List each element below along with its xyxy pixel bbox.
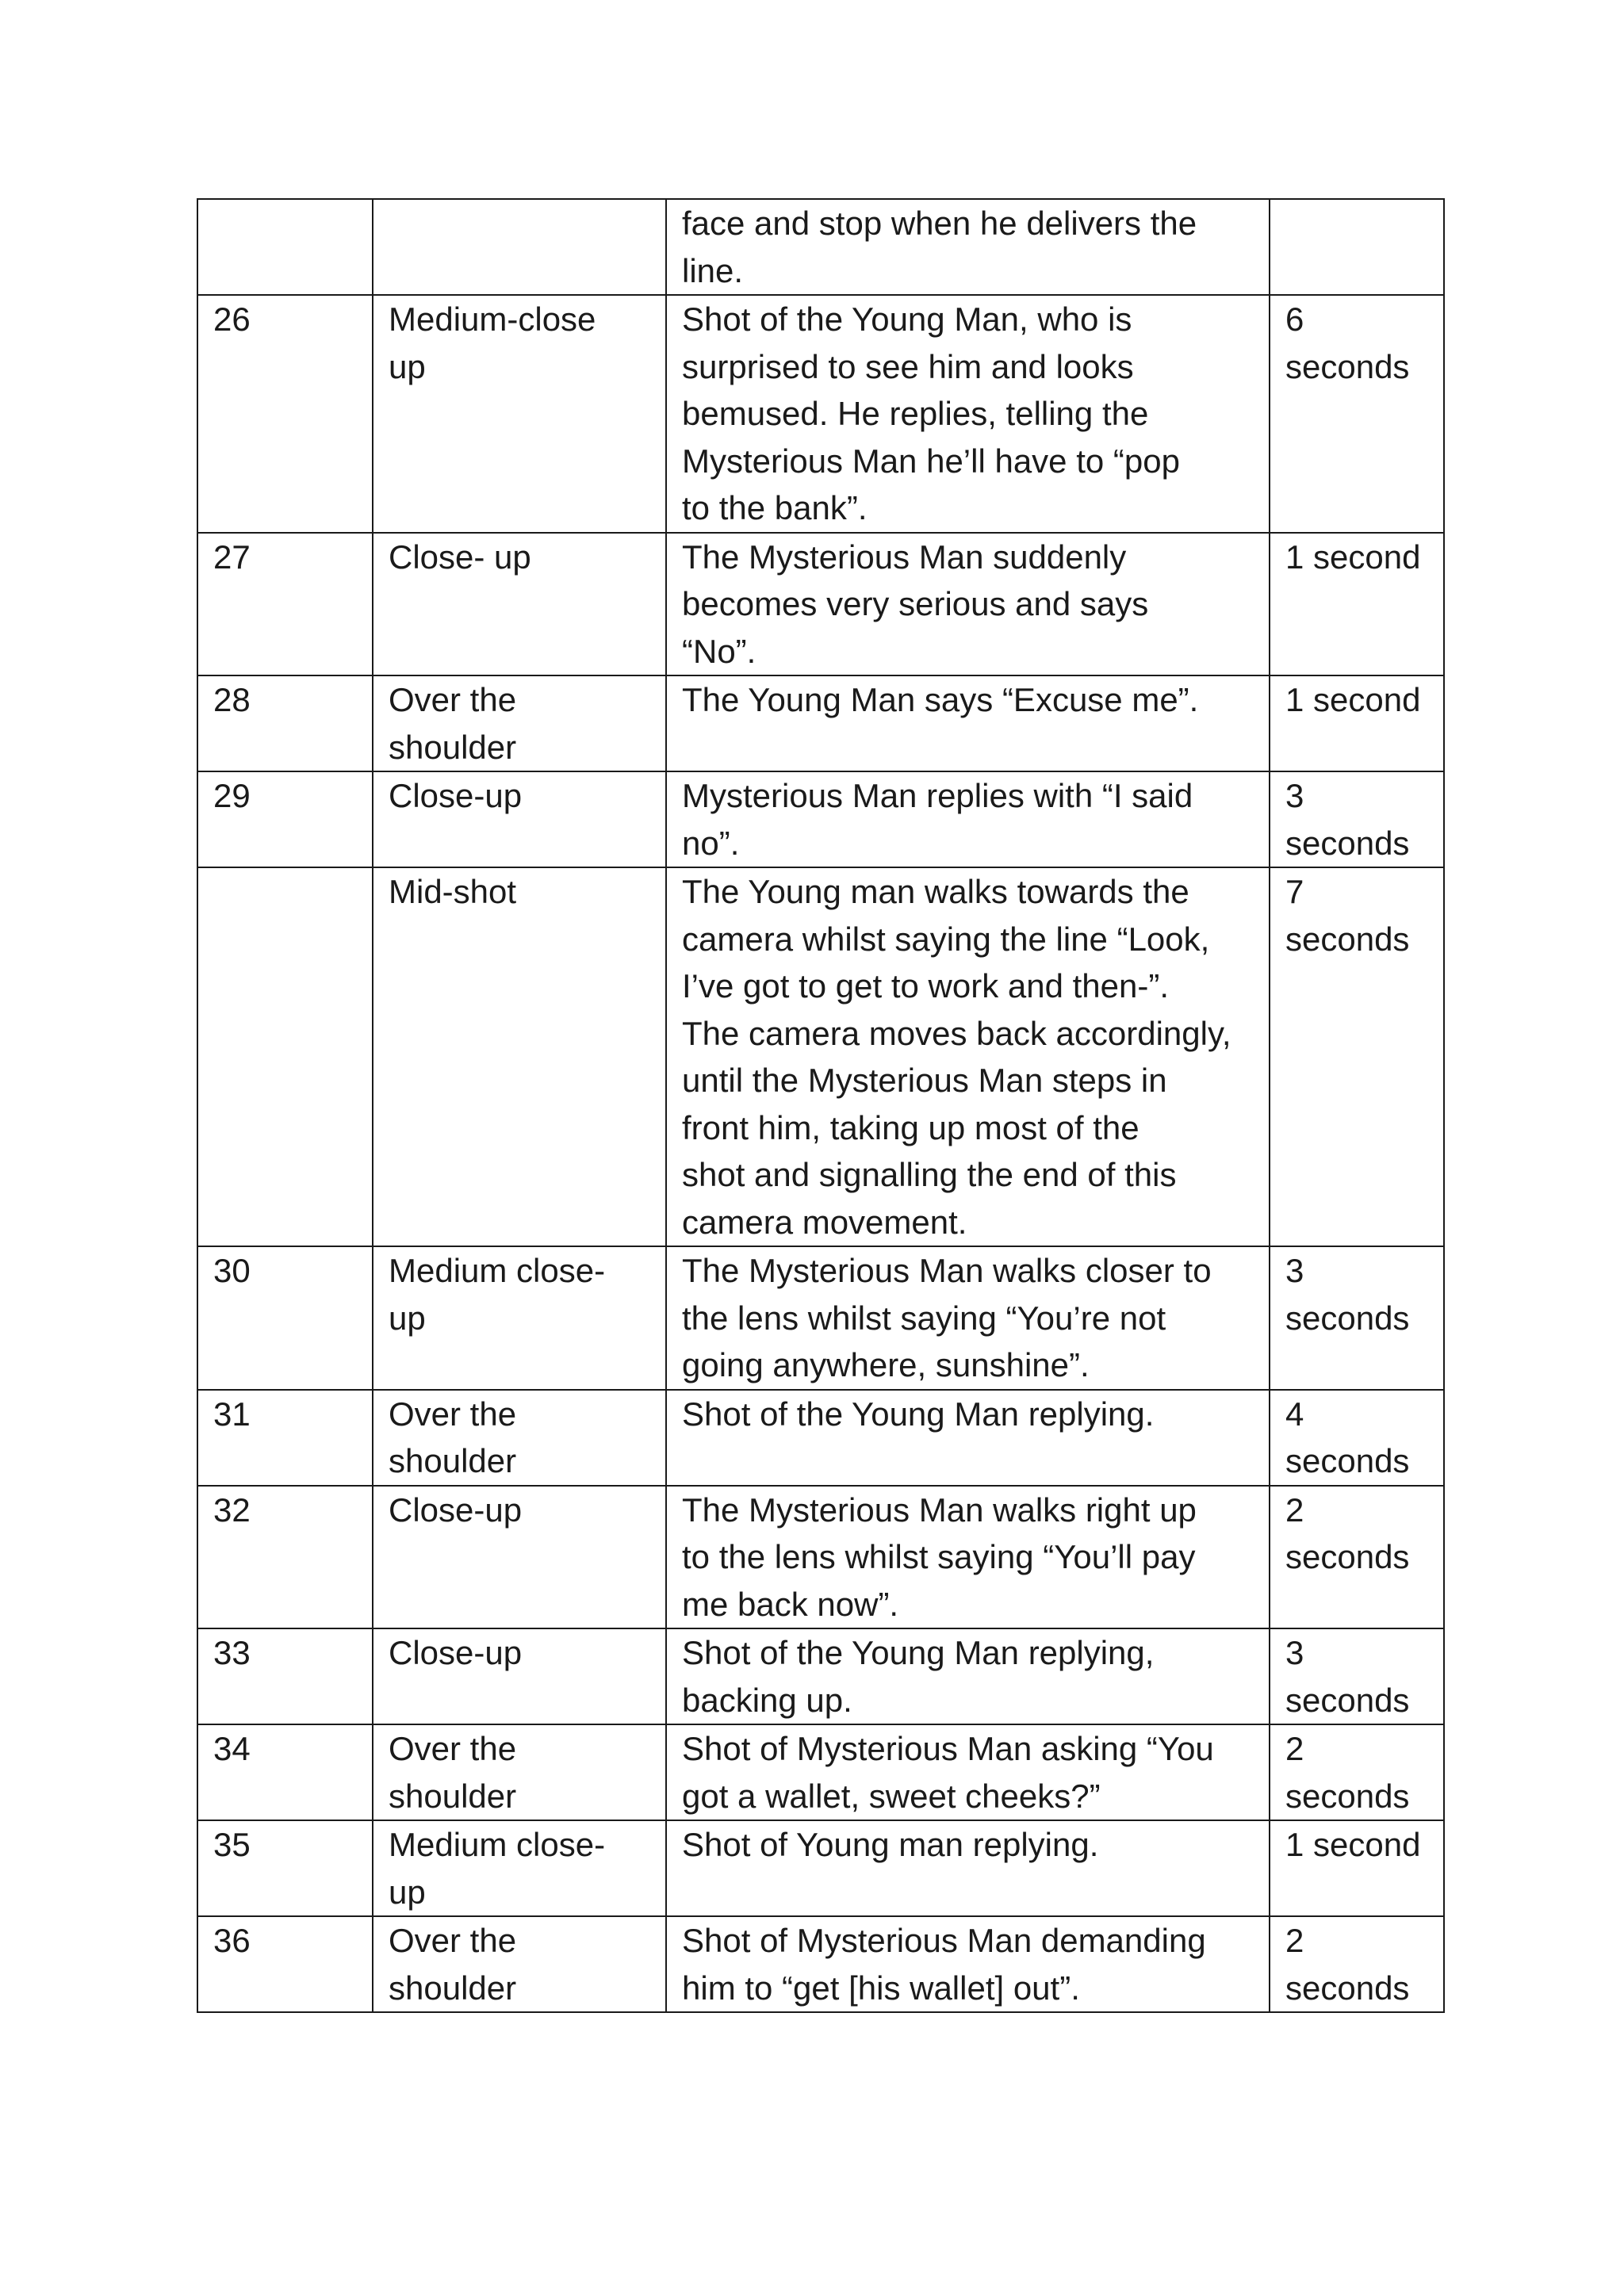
shot-type-cell: Close- up (373, 533, 666, 676)
shot-type-cell: Over the shoulder (373, 1724, 666, 1820)
table-row (197, 1724, 1444, 1820)
table-row (197, 295, 1444, 533)
shot-number-cell: 36 (197, 1916, 373, 2012)
shot-duration-cell: 3 seconds (1270, 771, 1444, 867)
table-row (197, 1246, 1444, 1390)
table-row (197, 675, 1444, 771)
table-row (197, 1628, 1444, 1724)
table-row (197, 771, 1444, 867)
shot-duration-cell: 2 seconds (1270, 1916, 1444, 2012)
shot-duration-cell (1270, 199, 1444, 295)
shot-type-cell: Medium close- up (373, 1820, 666, 1916)
shot-description-cell: The Mysterious Man walks closer to the lens whilst saying “You’re not going anywhere, sunshine”. (666, 1246, 1270, 1390)
shot-description-cell: Shot of the Young Man replying. (666, 1390, 1270, 1486)
shot-type-cell: Over the shoulder (373, 675, 666, 771)
shot-duration-cell: 6 seconds (1270, 295, 1444, 533)
table-row (197, 1916, 1444, 2012)
shot-number-cell: 34 (197, 1724, 373, 1820)
shot-type-cell: Over the shoulder (373, 1916, 666, 2012)
shot-description-cell: The Young Man says “Excuse me”. (666, 675, 1270, 771)
shot-duration-cell: 2 seconds (1270, 1486, 1444, 1629)
shot-duration-cell: 1 second (1270, 533, 1444, 676)
shot-duration-cell: 3 seconds (1270, 1246, 1444, 1390)
shot-duration-cell: 7 seconds (1270, 867, 1444, 1246)
shot-type-cell (373, 199, 666, 295)
shot-type-cell: Medium-close up (373, 295, 666, 533)
table-row (197, 199, 1444, 295)
table-row (197, 867, 1444, 1246)
shot-description-cell: Shot of Young man replying. (666, 1820, 1270, 1916)
shot-type-cell: Close-up (373, 771, 666, 867)
shot-number-cell: 29 (197, 771, 373, 867)
shot-description-cell: Mysterious Man replies with “I said no”. (666, 771, 1270, 867)
shot-duration-cell: 2 seconds (1270, 1724, 1444, 1820)
shot-number-cell: 27 (197, 533, 373, 676)
shot-number-cell: 26 (197, 295, 373, 533)
shot-type-cell: Over the shoulder (373, 1390, 666, 1486)
shot-number-cell: 35 (197, 1820, 373, 1916)
shot-list-table (197, 198, 1445, 2013)
table-row (197, 1820, 1444, 1916)
shot-duration-cell: 1 second (1270, 1820, 1444, 1916)
shot-number-cell: 28 (197, 675, 373, 771)
shot-description-cell: face and stop when he delivers the line. (666, 199, 1270, 295)
shot-number-cell (197, 199, 373, 295)
shot-number-cell: 32 (197, 1486, 373, 1629)
shot-type-cell: Mid-shot (373, 867, 666, 1246)
shot-duration-cell: 1 second (1270, 675, 1444, 771)
shot-duration-cell: 3 seconds (1270, 1628, 1444, 1724)
shot-description-cell: Shot of the Young Man replying, backing up. (666, 1628, 1270, 1724)
shot-number-cell: 31 (197, 1390, 373, 1486)
shot-number-cell: 33 (197, 1628, 373, 1724)
shot-number-cell (197, 867, 373, 1246)
shot-duration-cell: 4 seconds (1270, 1390, 1444, 1486)
shot-type-cell: Close-up (373, 1628, 666, 1724)
shot-description-cell: The Young man walks towards the camera whilst saying the line “Look, I’ve got to get to work and then-”. The camera moves back accordingly, until the Mysterious Man steps in front him, taking up most of the shot and signalling the end of this camera movement. (666, 867, 1270, 1246)
shot-number-cell: 30 (197, 1246, 373, 1390)
shot-description-cell: The Mysterious Man walks right up to the lens whilst saying “You’ll pay me back now”. (666, 1486, 1270, 1629)
table-row (197, 1390, 1444, 1486)
table-row (197, 1486, 1444, 1629)
shot-type-cell: Medium close- up (373, 1246, 666, 1390)
table-row (197, 533, 1444, 676)
shot-description-cell: Shot of Mysterious Man asking “You got a wallet, sweet cheeks?” (666, 1724, 1270, 1820)
shot-description-cell: Shot of Mysterious Man demanding him to “get [his wallet] out”. (666, 1916, 1270, 2012)
shot-type-cell: Close-up (373, 1486, 666, 1629)
shot-description-cell: Shot of the Young Man, who is surprised to see him and looks bemused. He replies, telling the Mysterious Man he’ll have to “pop to the bank”. (666, 295, 1270, 533)
shot-description-cell: The Mysterious Man suddenly becomes very serious and says “No”. (666, 533, 1270, 676)
